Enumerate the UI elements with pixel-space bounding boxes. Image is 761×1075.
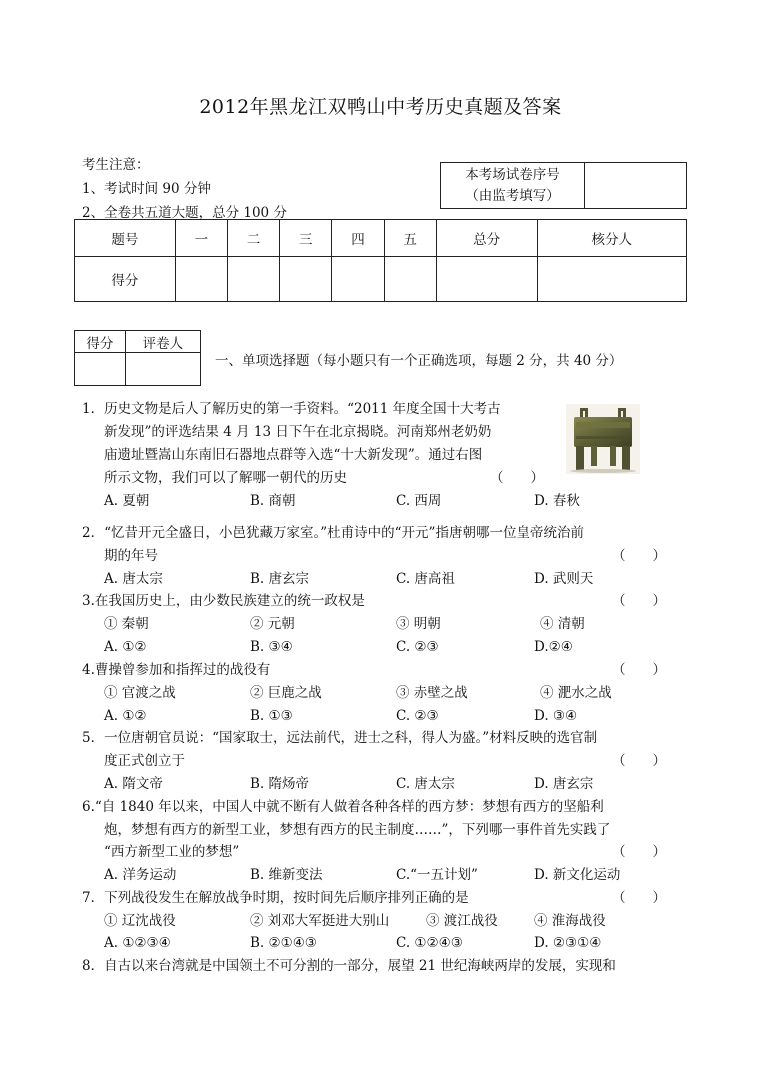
serial-sublabel: （由监考填写） <box>465 187 560 204</box>
question-3-item: ④ 清朝 <box>540 616 585 632</box>
question-6-option-d[interactable]: D. 新文化运动 <box>534 867 621 883</box>
question-6-option-b[interactable]: B. 维新变法 <box>250 867 323 883</box>
question-3-option-a[interactable]: A. ①② <box>104 639 147 655</box>
grader-name-cell[interactable] <box>125 353 200 386</box>
question-7-item: ④ 淮海战役 <box>534 913 606 929</box>
question-2-option-d[interactable]: D. 武则天 <box>534 571 594 587</box>
grader-name-label: 评卷人 <box>125 331 200 353</box>
question-7-item: ③ 渡江战役 <box>426 913 498 929</box>
question-3-option-c[interactable]: C. ②③ <box>396 639 439 655</box>
score-header-cell: 总分 <box>436 220 537 257</box>
score-header-cell: 一 <box>175 220 227 257</box>
question-4-item: ① 官渡之战 <box>104 685 176 701</box>
question-4-option-b[interactable]: B. ①③ <box>250 708 293 724</box>
notice-heading: 考生注意： <box>82 157 150 173</box>
serial-number-box <box>440 162 687 209</box>
notice-item-2: 2、全卷共五道大题，总分 100 分 <box>82 205 287 221</box>
serial-input-cell[interactable] <box>585 163 687 209</box>
question-2-line: 2．“忆昔开元全盛日，小邑犹藏万家室。”杜甫诗中的“开元”指唐朝哪一位皇帝统治前 <box>82 525 584 541</box>
question-1-line: 所示文物，我们可以了解哪一朝代的历史 <box>104 470 347 486</box>
bronze-ding-image <box>566 404 640 474</box>
question-3-line: 3.在我国历史上，由少数民族建立的统一政权是 <box>82 593 365 609</box>
answer-blank-5[interactable]: （ ） <box>612 753 666 769</box>
question-3-option-d[interactable]: D.②④ <box>534 639 573 655</box>
section-title: 一、单项选择题（每小题只有一个正确选项，每题 2 分，共 40 分） <box>215 353 623 369</box>
question-1-option-d[interactable]: D. 春秋 <box>534 493 580 509</box>
question-7-option-d[interactable]: D. ②③①④ <box>534 935 602 951</box>
score-cell[interactable] <box>384 257 436 302</box>
question-5-option-c[interactable]: C. 唐太宗 <box>396 776 455 792</box>
question-3-item: ③ 明朝 <box>396 616 441 632</box>
question-1-option-b[interactable]: B. 商朝 <box>250 493 296 509</box>
score-cell[interactable] <box>436 257 537 302</box>
question-5-line: 度正式创立于 <box>104 753 185 769</box>
score-header-cell: 四 <box>332 220 384 257</box>
question-4-option-c[interactable]: C. ②③ <box>396 708 439 724</box>
question-6-option-c[interactable]: C.“一五计划” <box>396 867 478 883</box>
question-2-option-a[interactable]: A. 唐太宗 <box>104 571 163 587</box>
question-6-line: 炮，梦想有西方的新型工业，梦想有西方的民主制度……”，下列哪一事件首先实践了 <box>104 822 611 838</box>
question-5-line: 5．一位唐朝官员说：“国家取士，远法前代，进士之科，得人为盛。”材料反映的选官制 <box>82 730 598 746</box>
question-7-line: 7．下列战役发生在解放战争时期，按时间先后顺序排列正确的是 <box>82 890 469 906</box>
score-cell[interactable] <box>227 257 279 302</box>
answer-blank-6[interactable]: （ ） <box>612 844 666 860</box>
grader-table <box>74 330 201 386</box>
question-1-option-a[interactable]: A. 夏朝 <box>104 493 150 509</box>
answer-blank-7[interactable]: （ ） <box>612 890 666 906</box>
score-table <box>74 219 687 302</box>
question-1-line: 新发现”的评选结果 4 月 13 日下午在北京揭晓。河南郑州老奶奶 <box>104 424 492 440</box>
question-4-option-d[interactable]: D. ③④ <box>534 708 578 724</box>
question-7-option-b[interactable]: B. ②①④③ <box>250 935 317 951</box>
score-header-cell: 五 <box>384 220 436 257</box>
question-7-item: ① 辽沈战役 <box>104 913 176 929</box>
question-4-line: 4.曹操曾参加和指挥过的战役有 <box>82 662 271 678</box>
answer-blank-3[interactable]: （ ） <box>612 593 666 609</box>
question-7-option-a[interactable]: A. ①②③④ <box>104 935 171 951</box>
question-4-item: ② 巨鹿之战 <box>250 685 322 701</box>
score-header-cell: 题号 <box>75 220 176 257</box>
question-4-item: ③ 赤壁之战 <box>396 685 468 701</box>
grader-score-cell[interactable] <box>75 353 126 386</box>
score-header-cell: 二 <box>227 220 279 257</box>
question-7-item: ② 刘邓大军挺进大别山 <box>250 913 390 929</box>
answer-blank-1[interactable]: （ ） <box>490 470 544 486</box>
grader-score-label: 得分 <box>75 331 126 353</box>
question-2-line: 期的年号 <box>104 548 158 564</box>
page-title: 2012年黑龙江双鸭山中考历史真题及答案 <box>199 96 562 118</box>
question-5-option-a[interactable]: A. 隋文帝 <box>104 776 163 792</box>
question-5-option-d[interactable]: D. 唐玄宗 <box>534 776 594 792</box>
score-header-cell: 核分人 <box>537 220 686 257</box>
score-cell[interactable] <box>280 257 332 302</box>
question-4-item: ④ 淝水之战 <box>540 685 612 701</box>
question-2-option-c[interactable]: C. 唐高祖 <box>396 571 455 587</box>
score-row-label: 得分 <box>75 257 176 302</box>
question-4-option-a[interactable]: A. ①② <box>104 708 147 724</box>
score-cell[interactable] <box>537 257 686 302</box>
question-3-item: ① 秦朝 <box>104 616 149 632</box>
answer-blank-2[interactable]: （ ） <box>612 548 666 564</box>
question-3-item: ② 元朝 <box>250 616 295 632</box>
score-cell[interactable] <box>332 257 384 302</box>
question-8-line: 8．自古以来台湾就是中国领土不可分割的一部分，展望 21 世纪海峡两岸的发展，实现和 <box>82 958 616 974</box>
question-6-line: “西方新型工业的梦想” <box>104 844 240 860</box>
notice-item-1: 1、考试时间 90 分钟 <box>82 181 211 197</box>
serial-label: 本考场试卷序号 <box>465 166 560 183</box>
answer-blank-4[interactable]: （ ） <box>612 662 666 678</box>
question-1-option-c[interactable]: C. 西周 <box>396 493 442 509</box>
question-1-line: 1．历史文物是后人了解历史的第一手资料。“2011 年度全国十大考古 <box>82 401 501 417</box>
question-6-line: 6.“自 1840 年以来，中国人中就不断有人做着各种各样的西方梦：梦想有西方的坚船利 <box>82 799 604 815</box>
question-1-line: 庙遗址暨嵩山东南旧石器地点群等入选“十大新发现”。通过右图 <box>104 447 483 463</box>
score-header-cell: 三 <box>280 220 332 257</box>
question-2-option-b[interactable]: B. 唐玄宗 <box>250 571 310 587</box>
score-cell[interactable] <box>175 257 227 302</box>
question-5-option-b[interactable]: B. 隋炀帝 <box>250 776 310 792</box>
question-7-option-c[interactable]: C. ①②④③ <box>396 935 463 951</box>
question-3-option-b[interactable]: B. ③④ <box>250 639 293 655</box>
question-6-option-a[interactable]: A. 洋务运动 <box>104 867 177 883</box>
